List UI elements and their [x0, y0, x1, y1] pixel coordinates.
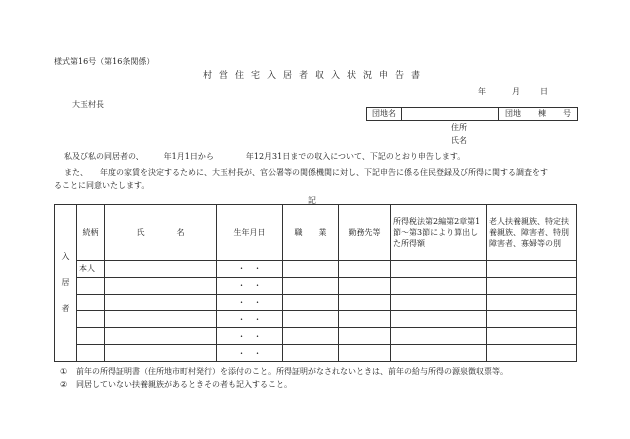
birth-cell[interactable]: ・ ・ [217, 328, 283, 345]
form-title: 村営住宅入居者収入状況申告書 [202, 71, 427, 81]
work-cell[interactable] [339, 311, 391, 328]
work-cell[interactable] [339, 294, 391, 311]
birth-cell[interactable]: ・ ・ [217, 261, 283, 278]
birth-cell[interactable]: ・ ・ [217, 345, 283, 362]
dependents-cell[interactable] [487, 261, 577, 278]
job-cell[interactable] [283, 345, 339, 362]
birth-cell[interactable]: ・ ・ [217, 294, 283, 311]
danchi-box [366, 107, 578, 121]
col-birth: 生年月日 [217, 205, 283, 261]
job-cell[interactable] [283, 277, 339, 294]
consent-paragraph-line1: また、 年度の家賃を決定するために、大玉村長が、官公署等の関係機関に対し、下記申告に係る住民登録及び所得に関する調査をす [64, 168, 548, 177]
table-row [55, 294, 577, 311]
side-char: 居 [61, 278, 70, 287]
date-month: 月 [512, 87, 520, 96]
date-year: 年 [478, 87, 486, 96]
income-cell[interactable] [391, 311, 487, 328]
birth-cell[interactable]: ・ ・ [217, 277, 283, 294]
name-cell[interactable] [105, 328, 217, 345]
table-row [55, 277, 577, 294]
address-label: 住所 [451, 123, 467, 132]
birth-cell[interactable]: ・ ・ [217, 311, 283, 328]
resident-side-label [55, 205, 77, 362]
income-cell[interactable] [391, 294, 487, 311]
table-row [55, 311, 577, 328]
note-number: ② [60, 380, 68, 389]
col-relation: 続柄 [77, 205, 105, 261]
relation-cell[interactable] [77, 294, 105, 311]
danchi-label: 団地名 [367, 108, 402, 120]
name-cell[interactable] [105, 345, 217, 362]
danchi-name-field[interactable] [402, 108, 499, 120]
ki-heading: 記 [308, 196, 316, 205]
income-cell[interactable] [391, 345, 487, 362]
col-job: 職 業 [283, 205, 339, 261]
relation-cell[interactable] [77, 345, 105, 362]
side-char: 者 [61, 304, 70, 313]
table-row [55, 345, 577, 362]
job-cell[interactable] [283, 311, 339, 328]
note-text: 前年の所得証明書（住所地市町村発行）を添付のこと。所得証明がなされないときは、前年の給与所得の源泉徴収票等。 [76, 367, 508, 376]
building-suffix: 棟 [538, 109, 546, 118]
income-cell[interactable] [391, 328, 487, 345]
name-cell[interactable] [105, 294, 217, 311]
consent-paragraph-line2: ることに同意いたします。 [54, 181, 150, 190]
name-cell[interactable] [105, 277, 217, 294]
job-cell[interactable] [283, 328, 339, 345]
dependents-cell[interactable] [487, 294, 577, 311]
date-day: 日 [540, 87, 548, 96]
job-cell[interactable] [283, 261, 339, 278]
income-cell[interactable] [391, 261, 487, 278]
danchi-suffix: 団地 [505, 109, 521, 118]
note-item [60, 379, 292, 390]
col-dependents: 老人扶養親族、特定扶養親族、障害者、特別障害者、寡婦等の別 [487, 205, 577, 261]
income-cell[interactable] [391, 277, 487, 294]
work-cell[interactable] [339, 345, 391, 362]
work-cell[interactable] [339, 328, 391, 345]
job-cell[interactable] [283, 294, 339, 311]
col-name: 氏 名 [105, 205, 217, 261]
name-label: 氏名 [451, 136, 467, 145]
work-cell[interactable] [339, 277, 391, 294]
dependents-cell[interactable] [487, 277, 577, 294]
relation-cell[interactable] [77, 328, 105, 345]
dependents-cell[interactable] [487, 311, 577, 328]
relation-cell[interactable]: 本人 [77, 261, 105, 278]
table-row [55, 261, 577, 278]
form-number: 様式第16号（第16条関係） [54, 57, 155, 66]
table-header-row [55, 205, 577, 261]
dependents-cell[interactable] [487, 345, 577, 362]
note-number: ① [60, 367, 68, 376]
relation-cell[interactable] [77, 311, 105, 328]
dependents-cell[interactable] [487, 328, 577, 345]
work-cell[interactable] [339, 261, 391, 278]
date-line [478, 86, 552, 97]
resident-table [54, 204, 577, 362]
note-item [60, 366, 508, 377]
table-row [55, 328, 577, 345]
relation-cell[interactable] [77, 277, 105, 294]
col-work: 勤務先等 [339, 205, 391, 261]
name-cell[interactable] [105, 261, 217, 278]
room-suffix: 号 [563, 109, 571, 118]
col-income: 所得税法第2編第2章第1節〜第3節により算出した所得額 [391, 205, 487, 261]
declaration-paragraph: 私及び私の同居者の、 年1月1日から 年12月31日までの収入について、下記のとおり申告します。 [64, 152, 466, 161]
danchi-building-room[interactable] [499, 108, 577, 120]
name-cell[interactable] [105, 311, 217, 328]
addressee: 大玉村長 [72, 100, 104, 109]
note-text: 同居していない扶養親族があるときその者も記入すること。 [76, 380, 292, 389]
side-char: 入 [61, 252, 70, 261]
